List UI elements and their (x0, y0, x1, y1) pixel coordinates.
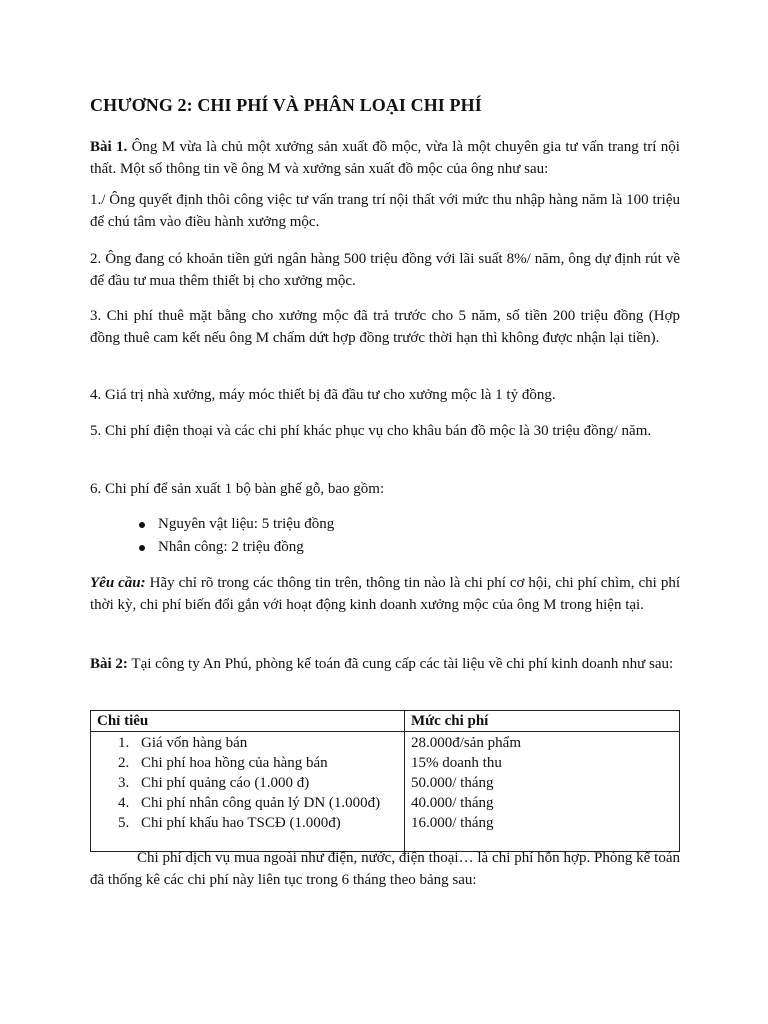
bullet-dot-icon (139, 522, 145, 528)
info-item-4: 4. Giá trị nhà xưởng, máy móc thiết bị đã đầu tư cho xưởng mộc là 1 tỷ đồng. (90, 387, 556, 403)
bullet-list (158, 513, 334, 559)
header-item: Chỉ tiêu (91, 711, 405, 732)
bullet-text: Nhân công: 2 triệu đồng (158, 539, 304, 555)
cost-table (90, 710, 680, 852)
bullet-text: Nguyên vật liệu: 5 triệu đồng (158, 516, 335, 532)
list-item (91, 753, 404, 773)
list-item (91, 733, 404, 753)
info-item-2: 2. Ông đang có khoản tiền gửi ngân hàng 500 triệu đồng với lãi suất 8%/ năm, ông dự định rút về để đầu tư mua thêm thiết bị cho xưởng mộc. (90, 251, 680, 289)
item-number: 5. (118, 815, 130, 831)
amounts-cell (405, 732, 680, 852)
bai1-label: Bài 1. (90, 139, 128, 155)
bai2-label: Bài 2: (90, 656, 128, 672)
requirement-text: Hãy chỉ rõ trong các thông tin trên, thông tin nào là chi phí cơ hội, chi phí chìm, chi phí thời kỳ, chi phí biến đổi gắn với hoạt động kinh doanh xưởng mộc của ông M trong hiện tại. (90, 575, 680, 613)
item-number: 3. (118, 775, 130, 791)
header-cost: Mức chi phí (405, 711, 680, 732)
cost-value: 16.000/ tháng (411, 815, 494, 831)
cost-value: 50.000/ tháng (411, 775, 494, 791)
bai1-text: Ông M vừa là chủ một xưởng sản xuất đồ mộc, vừa là một chuyên gia tư vấn trang trí nội thất. Một số thông tin về ông M và xưởng sản xuất đồ mộc của ông như sau: (90, 139, 680, 177)
item-number: 1. (118, 735, 130, 751)
items-cell (91, 732, 405, 852)
requirement-label: Yêu cầu: (90, 575, 146, 591)
bullet-item (158, 513, 334, 536)
cost-value: 40.000/ tháng (411, 795, 494, 811)
table-header-row (91, 711, 680, 732)
item-label: Giá vốn hàng bán (141, 735, 248, 751)
item-number: 2. (118, 755, 130, 771)
chapter-title: CHƯƠNG 2: CHI PHÍ VÀ PHÂN LOẠI CHI PHÍ (90, 95, 482, 115)
table-row (91, 732, 680, 852)
item-label: Chi phí hoa hồng của hàng bán (141, 755, 328, 771)
closing-paragraph: Chi phí dịch vụ mua ngoài như điện, nước, điện thoại… là chi phí hỗn hợp. Phòng kế toán đã thống kê các chi phí này liên tục trong 6 tháng theo bảng sau: (90, 850, 680, 888)
item-label: Chi phí khấu hao TSCĐ (1.000đ) (141, 815, 341, 831)
info-item-3: 3. Chi phí thuê mặt bằng cho xưởng mộc đã trả trước cho 5 năm, số tiền 200 triệu đồng (Hợp đồng thuê cam kết nếu ông M chấm dứt hợp đồng trước thời hạn thì không được nhận lại tiền). (90, 308, 680, 346)
items-list (91, 733, 404, 833)
bullet-dot-icon (139, 545, 145, 551)
bullet-item (158, 536, 334, 559)
requirement-paragraph (90, 572, 680, 616)
cost-value: 28.000đ/sản phẩm (411, 735, 521, 751)
info-item-1: 1./ Ông quyết định thôi công việc tư vấn trang trí nội thất với mức thu nhập hàng năm là 100 triệu để chú tâm vào điều hành xưởng mộc. (90, 192, 680, 230)
info-item-5: 5. Chi phí điện thoại và các chi phí khác phục vụ cho khâu bán đồ mộc là 30 triệu đồng/ năm. (90, 423, 652, 439)
item-number: 4. (118, 795, 130, 811)
item-label: Chi phí nhân công quản lý DN (1.000đ) (141, 795, 381, 811)
item-label: Chi phí quảng cáo (1.000 đ) (141, 775, 310, 791)
bai2-paragraph (90, 653, 680, 675)
list-item (91, 793, 404, 813)
list-item (91, 813, 404, 833)
list-item (91, 773, 404, 793)
cost-value: 15% doanh thu (411, 755, 502, 771)
info-item-6: 6. Chi phí để sản xuất 1 bộ bàn ghế gỗ, bao gồm: (90, 481, 385, 497)
bai1-paragraph (90, 136, 680, 180)
bai2-text: Tại công ty An Phú, phòng kế toán đã cung cấp các tài liệu về chi phí kinh doanh như sau: (127, 656, 674, 672)
